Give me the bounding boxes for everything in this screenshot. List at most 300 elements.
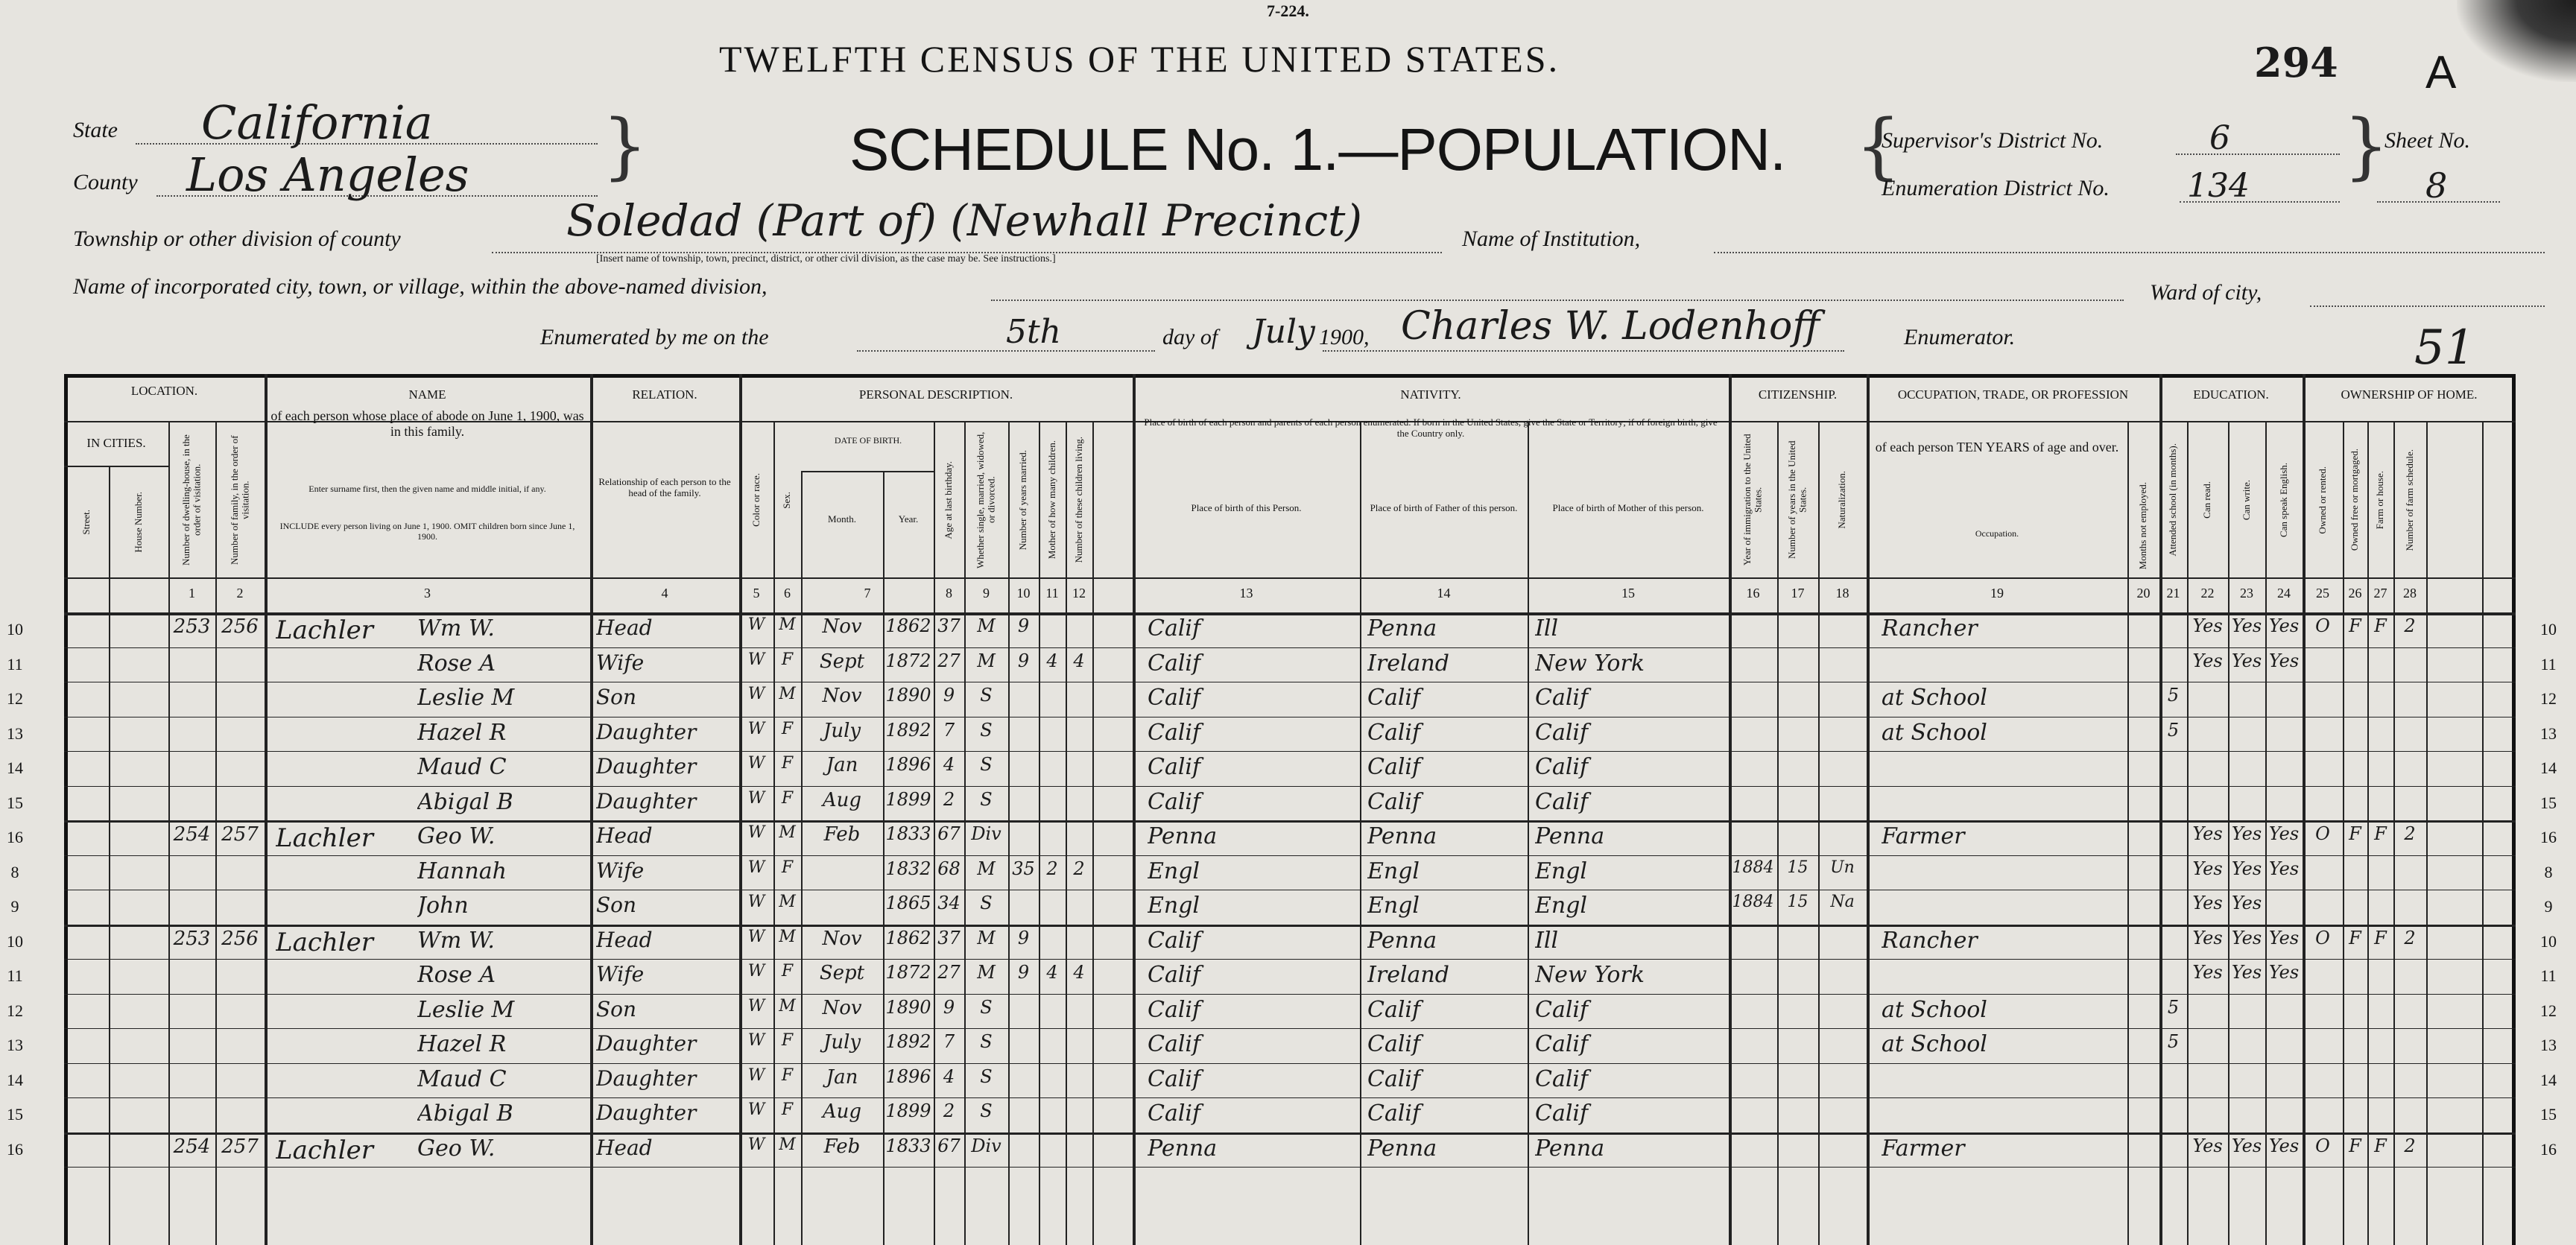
cell-write: Yes: [2231, 1135, 2262, 1156]
cell-age: 68: [937, 858, 961, 879]
cell-sex: F: [781, 1100, 794, 1119]
cell-sched: 2: [2404, 823, 2416, 844]
row-rule: [64, 1167, 2516, 1168]
cell-mother: Ill: [1535, 615, 1559, 641]
column-rule: [1360, 421, 1361, 1245]
group-rule: [801, 471, 934, 472]
column-number: 24: [2277, 586, 2291, 601]
name-description: of each person whose place of abode on June 1, 1900, was in this family.: [270, 408, 584, 439]
enum-district-value: 134: [2187, 167, 2250, 205]
can-speak-head: [2265, 425, 2303, 575]
cell-speak: Yes: [2268, 927, 2300, 948]
cell-month: Nov: [822, 996, 862, 1019]
cell-occupation: Farmer: [1882, 823, 1965, 849]
cell-marital: M: [977, 650, 996, 671]
cell-marital: M: [977, 615, 996, 636]
cell-pob: Engl: [1148, 893, 1200, 919]
cell-father: Calif: [1367, 1031, 1421, 1057]
cell-mother: Engl: [1535, 893, 1588, 919]
cell-farm: F: [2374, 823, 2387, 844]
cell-age: 4: [943, 1065, 955, 1087]
cell-father: Engl: [1367, 893, 1420, 919]
cell-years-married: 9: [1017, 962, 1030, 983]
cell-color: W: [747, 893, 765, 911]
cell-free: F: [2349, 615, 2361, 636]
cell-speak: Yes: [2268, 823, 2300, 844]
cell-surname: Lachler: [276, 927, 374, 957]
column-number: 6: [784, 586, 791, 601]
cell-month: Aug: [822, 788, 862, 811]
cell-father: Penna: [1367, 927, 1437, 954]
cell-father: Calif: [1367, 1065, 1421, 1092]
can-read-head: [2187, 425, 2228, 575]
cell-marital: M: [977, 962, 996, 983]
column-number: 2: [236, 586, 244, 601]
cell-year: 1865: [885, 893, 931, 913]
cell-month: Sept: [819, 962, 865, 984]
cell-relation: Wife: [596, 962, 645, 986]
row-rule: [64, 1097, 2516, 1098]
cell-read: Yes: [2192, 858, 2223, 879]
cell-age: 27: [937, 962, 961, 983]
name-note-include: INCLUDE every person living on June 1, 1900. OMIT children born since June 1, 1900.: [279, 522, 575, 542]
cell-mother: Calif: [1535, 719, 1589, 746]
city-label: Name of incorporated city, town, or village, within the above-named division,: [73, 274, 768, 299]
column-number: 27: [2373, 586, 2387, 601]
cell-relation: Daughter: [596, 1100, 697, 1125]
line-number-left: 11: [7, 966, 23, 985]
cell-age: 4: [943, 754, 955, 775]
row-rule: [64, 994, 2516, 995]
sex-head: [773, 425, 801, 575]
cell-mother: Calif: [1535, 1100, 1589, 1127]
cell-mother: Calif: [1535, 788, 1589, 815]
cell-color: W: [747, 1100, 765, 1119]
cell-father: Penna: [1367, 615, 1437, 641]
form-code: 7-224.: [1267, 1, 1309, 20]
cell-mother: Calif: [1535, 996, 1589, 1023]
line-number-right: 9: [2544, 897, 2553, 916]
cell-sex: F: [781, 1031, 794, 1050]
year-label: 1900,: [1319, 325, 1370, 349]
cell-relation: Daughter: [596, 1031, 697, 1056]
can-read-head-text: Can read.: [2201, 481, 2213, 519]
cell-given: Hazel R: [417, 1031, 507, 1057]
cell-relation: Wife: [596, 650, 645, 675]
farm-schedule-head-text: Number of farm schedule.: [2403, 449, 2415, 551]
cell-father: Ireland: [1367, 962, 1449, 988]
cell-month: Feb: [823, 1135, 861, 1158]
line-number-right: 15: [2540, 1105, 2557, 1124]
cell-years-married: 9: [1017, 650, 1030, 671]
cell-month: Jan: [826, 1065, 858, 1089]
column-number: 20: [2136, 586, 2151, 601]
cell-relation: Daughter: [596, 754, 697, 779]
cell-father: Ireland: [1367, 650, 1449, 677]
cell-owned: O: [2315, 615, 2330, 636]
cell-father: Calif: [1367, 719, 1421, 746]
cell-farm: F: [2374, 615, 2387, 636]
cell-color: W: [747, 615, 765, 634]
owned-rented-head-text: Owned or rented.: [2316, 466, 2328, 534]
enumerated-month: July: [1252, 313, 1315, 351]
cell-speak: Yes: [2268, 650, 2300, 671]
line-number-right: 16: [2540, 828, 2557, 846]
cell-marital: S: [980, 754, 993, 775]
line-number-left: 16: [7, 1139, 23, 1159]
cell-color: W: [747, 788, 765, 808]
cell-marital: S: [980, 1100, 993, 1121]
marital-head: [964, 425, 1008, 575]
cell-age: 37: [937, 615, 961, 636]
sheet-label: Sheet No.: [2384, 128, 2470, 153]
line-number-left: 12: [7, 689, 23, 708]
cell-marital: S: [980, 1065, 993, 1087]
enumerator-name: Charles W. Lodenhoff: [1401, 304, 1820, 349]
cell-age: 7: [943, 1031, 955, 1052]
cell-relation: Daughter: [596, 1065, 697, 1091]
line-number-right: 10: [2540, 931, 2557, 951]
cell-given: Abigal B: [417, 1100, 513, 1127]
cell-born: 4: [1046, 962, 1058, 983]
column-rule: [2426, 421, 2428, 1245]
cell-sex: F: [781, 650, 794, 669]
farm-house-head: [2367, 425, 2393, 575]
cell-color: W: [747, 1031, 765, 1050]
column-number: 4: [661, 586, 668, 601]
cell-sched: 2: [2404, 1135, 2416, 1156]
cell-year: 1892: [885, 1031, 931, 1052]
age-head: [934, 425, 964, 575]
cell-year: 1833: [885, 1135, 931, 1156]
margin-number: 51: [2414, 320, 2475, 376]
cell-surname: Lachler: [276, 615, 374, 645]
cell-sex: F: [781, 858, 794, 877]
pob-mother-head: Place of birth of Mother of this person.: [1552, 503, 1704, 513]
section-divider: [265, 374, 268, 1245]
months-unemployed-head-text: Months not employed.: [2137, 482, 2149, 570]
cell-year: 1896: [885, 1065, 931, 1087]
cell-years-married: 9: [1017, 927, 1030, 948]
occupation-col-head: Occupation.: [1975, 529, 2019, 539]
line-number-left: 12: [7, 1001, 23, 1020]
cell-write: Yes: [2231, 927, 2262, 948]
column-number: 14: [1437, 586, 1451, 601]
column-number: 26: [2348, 586, 2362, 601]
cell-given: Abigal B: [417, 788, 513, 815]
line-number-right: 10: [2540, 620, 2557, 639]
cell-sex: F: [781, 962, 794, 981]
cell-pob: Penna: [1148, 1135, 1218, 1162]
cell-sched: 2: [2404, 927, 2416, 948]
cell-mother: Calif: [1535, 754, 1589, 780]
column-rule: [1092, 421, 1094, 1245]
cell-month: Nov: [822, 615, 862, 638]
cell-year: 1832: [885, 858, 931, 879]
cell-dwelling: 253: [173, 927, 211, 950]
cell-sex: F: [781, 719, 794, 738]
section-divider: [1867, 374, 1870, 1245]
owned-free-head-text: Owned free or mortgaged.: [2349, 449, 2361, 551]
dob-title: DATE OF BIRTH.: [834, 436, 902, 446]
relation-description: Relationship of each person to the head of the family.: [598, 477, 731, 498]
house-head: [109, 469, 168, 575]
row-rule: [64, 1028, 2516, 1029]
cell-marital: M: [977, 858, 996, 879]
cell-sex: M: [779, 685, 796, 703]
nativity-description: Place of birth of each person and parents of each person enumerated. If born in the United States, give the State or Territory; if of foreign birth, give the Country only.: [1144, 417, 1718, 439]
line-number-left: 14: [7, 758, 23, 777]
group-relation: RELATION.: [632, 387, 697, 402]
line-number-right: 15: [2540, 793, 2557, 812]
line-number-right: 12: [2540, 689, 2557, 708]
cell-speak: Yes: [2268, 858, 2300, 879]
row-rule: [64, 855, 2516, 856]
cell-pob: Calif: [1148, 615, 1201, 641]
cell-school: 5: [2167, 719, 2180, 741]
column-number: 5: [753, 586, 760, 601]
cell-father: Calif: [1367, 996, 1421, 1023]
cell-farm: F: [2374, 927, 2387, 948]
cell-pob: Calif: [1148, 1031, 1201, 1057]
column-number: 16: [1746, 586, 1760, 601]
cell-year: 1890: [885, 685, 931, 706]
cell-year: 1899: [885, 788, 931, 810]
stamp-number: 294: [2254, 39, 2338, 86]
cell-age: 9: [943, 685, 955, 706]
sex-head-text: Sex.: [781, 491, 793, 509]
section-divider: [1133, 374, 1136, 1245]
cell-year: 1896: [885, 754, 931, 775]
cell-given: Geo W.: [417, 1135, 496, 1162]
cell-marital: Div: [971, 823, 1001, 844]
cell-occupation: at School: [1882, 1031, 1987, 1057]
county-value: Los Angeles: [186, 148, 469, 202]
column-number: 21: [2166, 586, 2180, 601]
cell-family: 257: [221, 823, 259, 846]
cell-given: Hannah: [417, 858, 507, 884]
family-head-text: Number of family, in the order of visitation.: [228, 435, 250, 565]
census-title: TWELFTH CENSUS OF THE UNITED STATES.: [719, 38, 1560, 80]
cell-school: 5: [2167, 996, 2180, 1018]
column-number: 13: [1239, 586, 1253, 601]
cell-pob: Calif: [1148, 1065, 1201, 1092]
line-number-left: 13: [7, 723, 23, 743]
cell-color: W: [747, 719, 765, 738]
years-us-head-text: Number of years in the United States.: [1786, 440, 1808, 560]
cell-pob: Calif: [1148, 1100, 1201, 1127]
cell-relation: Daughter: [596, 788, 697, 814]
line-number-right: 14: [2540, 1070, 2557, 1089]
line-number-left: 10: [7, 620, 23, 639]
cell-father: Calif: [1367, 754, 1421, 780]
cell-month: Sept: [819, 650, 865, 673]
group-rule: [64, 466, 168, 467]
group-location: LOCATION.: [130, 384, 198, 398]
line-number-right: 13: [2540, 1036, 2557, 1054]
cell-color: W: [747, 823, 765, 842]
cell-age: 7: [943, 719, 955, 741]
month-head: Month.: [828, 514, 856, 525]
cell-marital: M: [977, 927, 996, 948]
cell-occupation: Rancher: [1882, 927, 1978, 954]
cell-pob: Calif: [1148, 754, 1201, 780]
pob-father-head: Place of birth of Father of this person.: [1370, 503, 1518, 513]
cell-living: 4: [1073, 650, 1085, 671]
group-nativity: NATIVITY.: [1400, 387, 1461, 402]
column-number: 23: [2240, 586, 2253, 601]
state-label: State: [73, 118, 118, 142]
attended-school-head-text: Attended school (in months).: [2167, 443, 2179, 557]
cell-age: 2: [943, 788, 955, 810]
group-occupation: OCCUPATION, TRADE, OR PROFESSION: [1897, 387, 2129, 402]
cell-year: 1872: [885, 650, 931, 671]
cell-free: F: [2349, 927, 2361, 948]
cell-mother: Penna: [1535, 823, 1605, 849]
cell-mother: Calif: [1535, 685, 1589, 711]
cell-month: Nov: [822, 927, 862, 950]
row-rule: [64, 1063, 2516, 1064]
age-head-text: Age at last birthday.: [943, 460, 955, 539]
column-number: 17: [1791, 586, 1805, 601]
cell-marital: S: [980, 685, 993, 706]
cell-age: 37: [937, 927, 961, 948]
cell-sched: 2: [2404, 615, 2416, 636]
line-number-left: 13: [7, 1036, 23, 1054]
cell-sex: M: [779, 927, 796, 946]
cell-month: Feb: [823, 823, 861, 846]
cell-father: Engl: [1367, 858, 1420, 884]
column-rule: [1528, 421, 1529, 1245]
cell-given: Leslie M: [417, 996, 515, 1023]
cell-year: 1890: [885, 996, 931, 1018]
cell-natur: Un: [1830, 858, 1855, 877]
cell-age: 34: [937, 893, 961, 913]
street-head: [64, 469, 109, 575]
cell-father: Penna: [1367, 823, 1437, 849]
cell-color: W: [747, 650, 765, 669]
cell-relation: Daughter: [596, 719, 697, 744]
cell-write: Yes: [2231, 858, 2262, 879]
cell-dwelling: 254: [173, 1135, 211, 1158]
farm-house-head-text: Farm or house.: [2374, 470, 2386, 530]
cell-marital: S: [980, 788, 993, 810]
cell-sex: F: [781, 788, 794, 808]
cell-occupation: Rancher: [1882, 615, 1978, 641]
cell-mother: Calif: [1535, 1065, 1589, 1092]
cell-color: W: [747, 996, 765, 1016]
county-label: County: [73, 170, 138, 194]
line-number-right: 8: [2544, 862, 2553, 881]
cell-read: Yes: [2192, 893, 2223, 913]
cell-given: John: [417, 893, 469, 919]
cell-given: Rose A: [417, 962, 496, 988]
cell-years-married: 35: [1012, 858, 1035, 879]
cell-pob: Penna: [1148, 823, 1218, 849]
cell-write: Yes: [2231, 962, 2262, 983]
column-number: 10: [1016, 586, 1031, 601]
enumerated-day: 5th: [1006, 313, 1062, 351]
column-number: 8: [946, 586, 952, 601]
cell-natur: Na: [1830, 893, 1855, 911]
township-label: Township or other division of county: [73, 226, 401, 251]
cell-father: Penna: [1367, 1135, 1437, 1162]
cell-speak: Yes: [2268, 615, 2300, 636]
cell-mother: Penna: [1535, 1135, 1605, 1162]
line-number-left: 11: [7, 654, 23, 674]
line-number-left: 14: [7, 1070, 23, 1089]
cell-relation: Head: [596, 1135, 653, 1160]
cell-color: W: [747, 685, 765, 703]
column-number: 12: [1072, 586, 1086, 601]
cell-owned: O: [2315, 1135, 2330, 1156]
cell-immig: 1884: [1732, 858, 1774, 877]
group-in-cities: IN CITIES.: [86, 436, 146, 450]
cell-sex: M: [779, 615, 796, 634]
cell-relation: Son: [596, 996, 637, 1021]
cell-marital: S: [980, 893, 993, 913]
line-number-right: 14: [2540, 758, 2557, 777]
cell-age: 27: [937, 650, 961, 671]
cell-living: 2: [1073, 858, 1085, 879]
cell-occupation: at School: [1882, 685, 1987, 711]
cell-owned: O: [2315, 927, 2330, 948]
owned-free-head: [2343, 425, 2367, 575]
group-name: NAME: [408, 387, 446, 402]
cell-immig: 1884: [1732, 893, 1774, 911]
cell-relation: Head: [596, 615, 653, 640]
cell-speak: Yes: [2268, 962, 2300, 983]
cell-pob: Calif: [1148, 927, 1201, 954]
cell-month: Aug: [822, 1100, 862, 1123]
header-rule: [64, 577, 2516, 579]
column-number: 28: [2403, 586, 2417, 601]
column-number: 22: [2200, 586, 2215, 601]
cell-marital: Div: [971, 1135, 1001, 1156]
cell-given: Hazel R: [417, 719, 507, 746]
row-rule: [64, 820, 2516, 823]
cell-sex: F: [781, 754, 794, 773]
months-unemployed-head: [2127, 477, 2159, 575]
cell-school: 5: [2167, 685, 2180, 706]
cell-mother: Ill: [1535, 927, 1559, 954]
line-number-left: 15: [7, 1105, 23, 1124]
cell-free: F: [2349, 823, 2361, 844]
cell-school: 5: [2167, 1031, 2180, 1052]
cell-month: July: [823, 719, 861, 742]
cell-marital: S: [980, 719, 993, 741]
cell-year: 1862: [885, 927, 931, 948]
color-head: [739, 425, 773, 575]
cell-age: 67: [937, 823, 961, 844]
cell-given: Leslie M: [417, 685, 515, 711]
can-write-head-text: Can write.: [2240, 479, 2252, 521]
line-number-left: 16: [7, 828, 23, 846]
years-married-head-text: Number of years married.: [1017, 449, 1029, 551]
cell-farm: F: [2374, 1135, 2387, 1156]
day-of-label: day of: [1162, 325, 1218, 349]
pob-person-head: Place of birth of this Person.: [1191, 503, 1302, 513]
sheet-value: 8: [2425, 165, 2448, 206]
cell-color: W: [747, 1065, 765, 1085]
cell-occupation: at School: [1882, 996, 1987, 1023]
cell-sex: M: [779, 996, 796, 1016]
cell-surname: Lachler: [276, 823, 374, 853]
row-rule: [64, 786, 2516, 787]
street-head-text: Street.: [80, 510, 92, 535]
years-married-head: [1008, 425, 1039, 575]
column-number: 11: [1045, 586, 1059, 601]
